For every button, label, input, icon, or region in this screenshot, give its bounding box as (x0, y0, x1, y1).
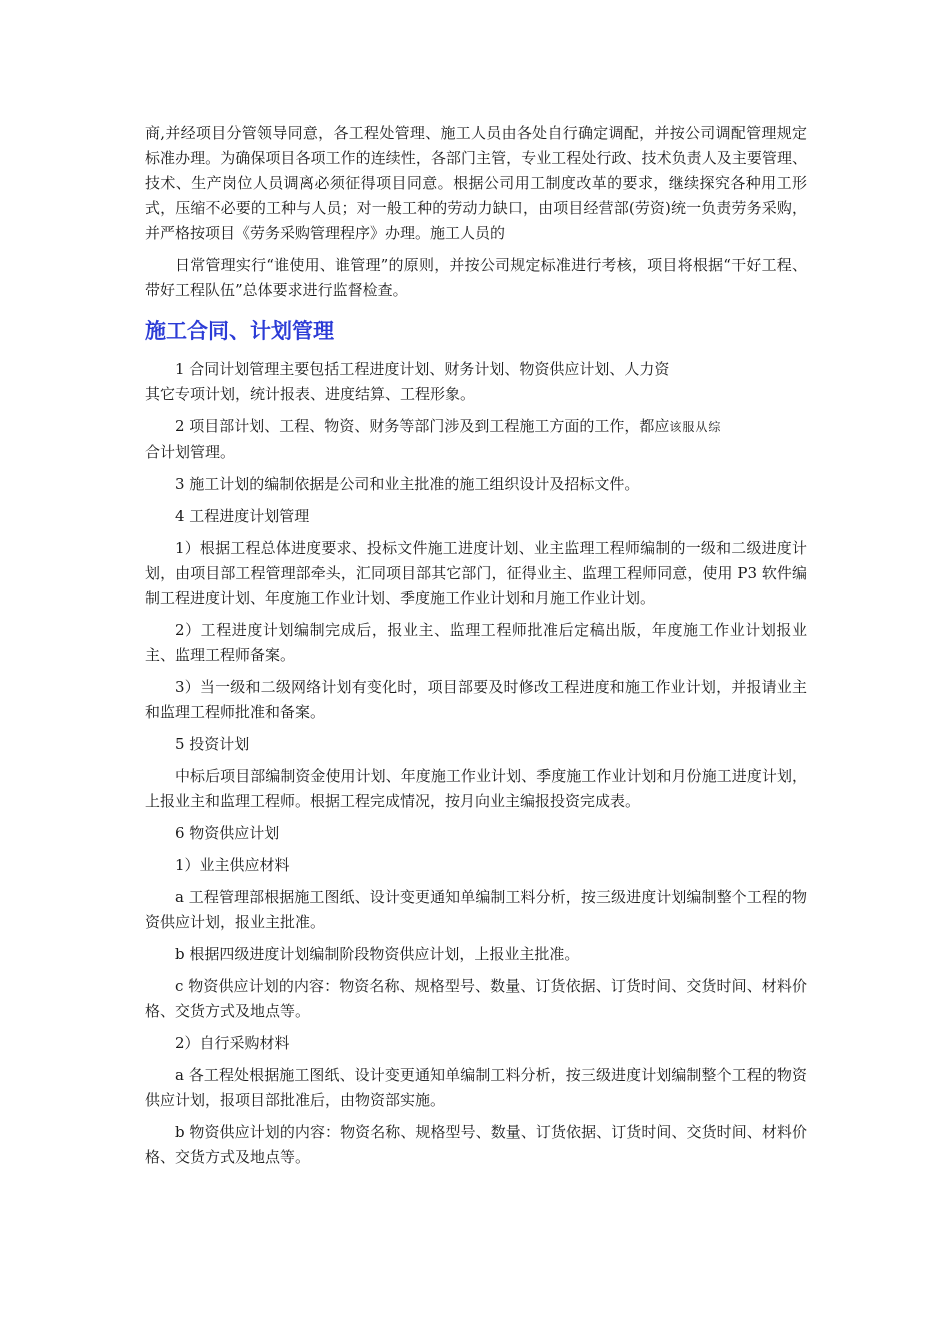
item-6-2: 2）自行采购材料 (175, 1034, 290, 1052)
intro-paragraph-2: 日常管理实行“谁使用、谁管理”的原则，并按公司规定标准进行考核，项目将根据“干好工程、带好工程队伍”总体要求进行监督检查。 (145, 256, 807, 299)
item-5-heading: 5 投资计划 (175, 735, 250, 753)
item-4-2: 2）工程进度计划编制完成后，报业主、监理工程师批准后定稿出版，年度施工作业计划报业主、监理工程师备案。 (145, 621, 807, 664)
item-6-1-b: b 根据四级进度计划编制阶段物资供应计划，上报业主批准。 (175, 945, 580, 963)
item-3: 3 施工计划的编制依据是公司和业主批准的施工组织设计及招标文件。 (175, 475, 640, 493)
item-6-1-c: c 物资供应计划的内容：物资名称、规格型号、数量、订货依据、订货时间、交货时间、材料价格、交货方式及地点等。 (145, 977, 807, 1020)
item-2 (145, 414, 807, 440)
item-4-1: 1）根据工程总体进度要求、投标文件施工进度计划、业主监理工程师编制的一级和二级进度计划，由项目部工程管理部牵头，汇同项目部其它部门，征得业主、监理工程师同意，使用 P3 软件编制工程进度计划、年度施工作业计划、季度施工作业计划和月施工作业计划。 (145, 539, 807, 607)
item-2-tail: 该服从综 (669, 420, 722, 434)
item-1-line-2: 其它专项计划，统计报表、进度结算、工程形象。 (145, 385, 476, 403)
item-4-3: 3）当一级和二级网络计划有变化时，项目部要及时修改工程进度和施工作业计划，并报请业主和监理工程师批准和备案。 (145, 678, 807, 721)
item-4-heading: 4 工程进度计划管理 (175, 507, 310, 525)
item-6-2-a: a 各工程处根据施工图纸、设计变更通知单编制工料分析，按三级进度计划编制整个工程的物资供应计划，报项目部批准后，由物资部实施。 (145, 1066, 807, 1109)
item-6-heading: 6 物资供应计划 (175, 824, 280, 842)
item-6-2-b: b 物资供应计划的内容：物资名称、规格型号、数量、订货依据、订货时间、交货时间、材料价格、交货方式及地点等。 (145, 1123, 807, 1166)
section-heading: 施工合同、计划管理 (145, 319, 334, 343)
item-1-line-1: 1 合同计划管理主要包括工程进度计划、财务计划、物资供应计划、人力资 (175, 360, 670, 378)
intro-paragraph: 商,并经项目分管领导同意，各工程处管理、施工人员由各处自行确定调配，并按公司调配管理规定标准办理。为确保项目各项工作的连续性，各部门主管，专业工程处行政、技术负责人及主要管理、技术、生产岗位人员调离必须征得项目同意。根据公司用工制度改革的要求，继续探究各种用工形式，压缩不必要的工种与人员；对一般工种的劳动力缺口，由项目经营部(劳资)统一负责劳务采购，并严格按项目《劳务采购管理程序》办理。施工人员的 (145, 124, 807, 242)
item-2-text: 2 项目部计划、工程、物资、财务等部门涉及到工程施工方面的工作，都应 (175, 417, 670, 435)
item-5-text: 中标后项目部编制资金使用计划、年度施工作业计划、季度施工作业计划和月份施工进度计划，上报业主和监理工程师。根据工程完成情况，按月向业主编报投资完成表。 (145, 767, 807, 810)
item-2-line-2: 合计划管理。 (145, 443, 236, 461)
item-6-1: 1）业主供应材料 (175, 856, 290, 874)
document-body (145, 121, 807, 1177)
item-6-1-a: a 工程管理部根据施工图纸、设计变更通知单编制工料分析，按三级进度计划编制整个工程的物资供应计划，报业主批准。 (145, 888, 807, 931)
